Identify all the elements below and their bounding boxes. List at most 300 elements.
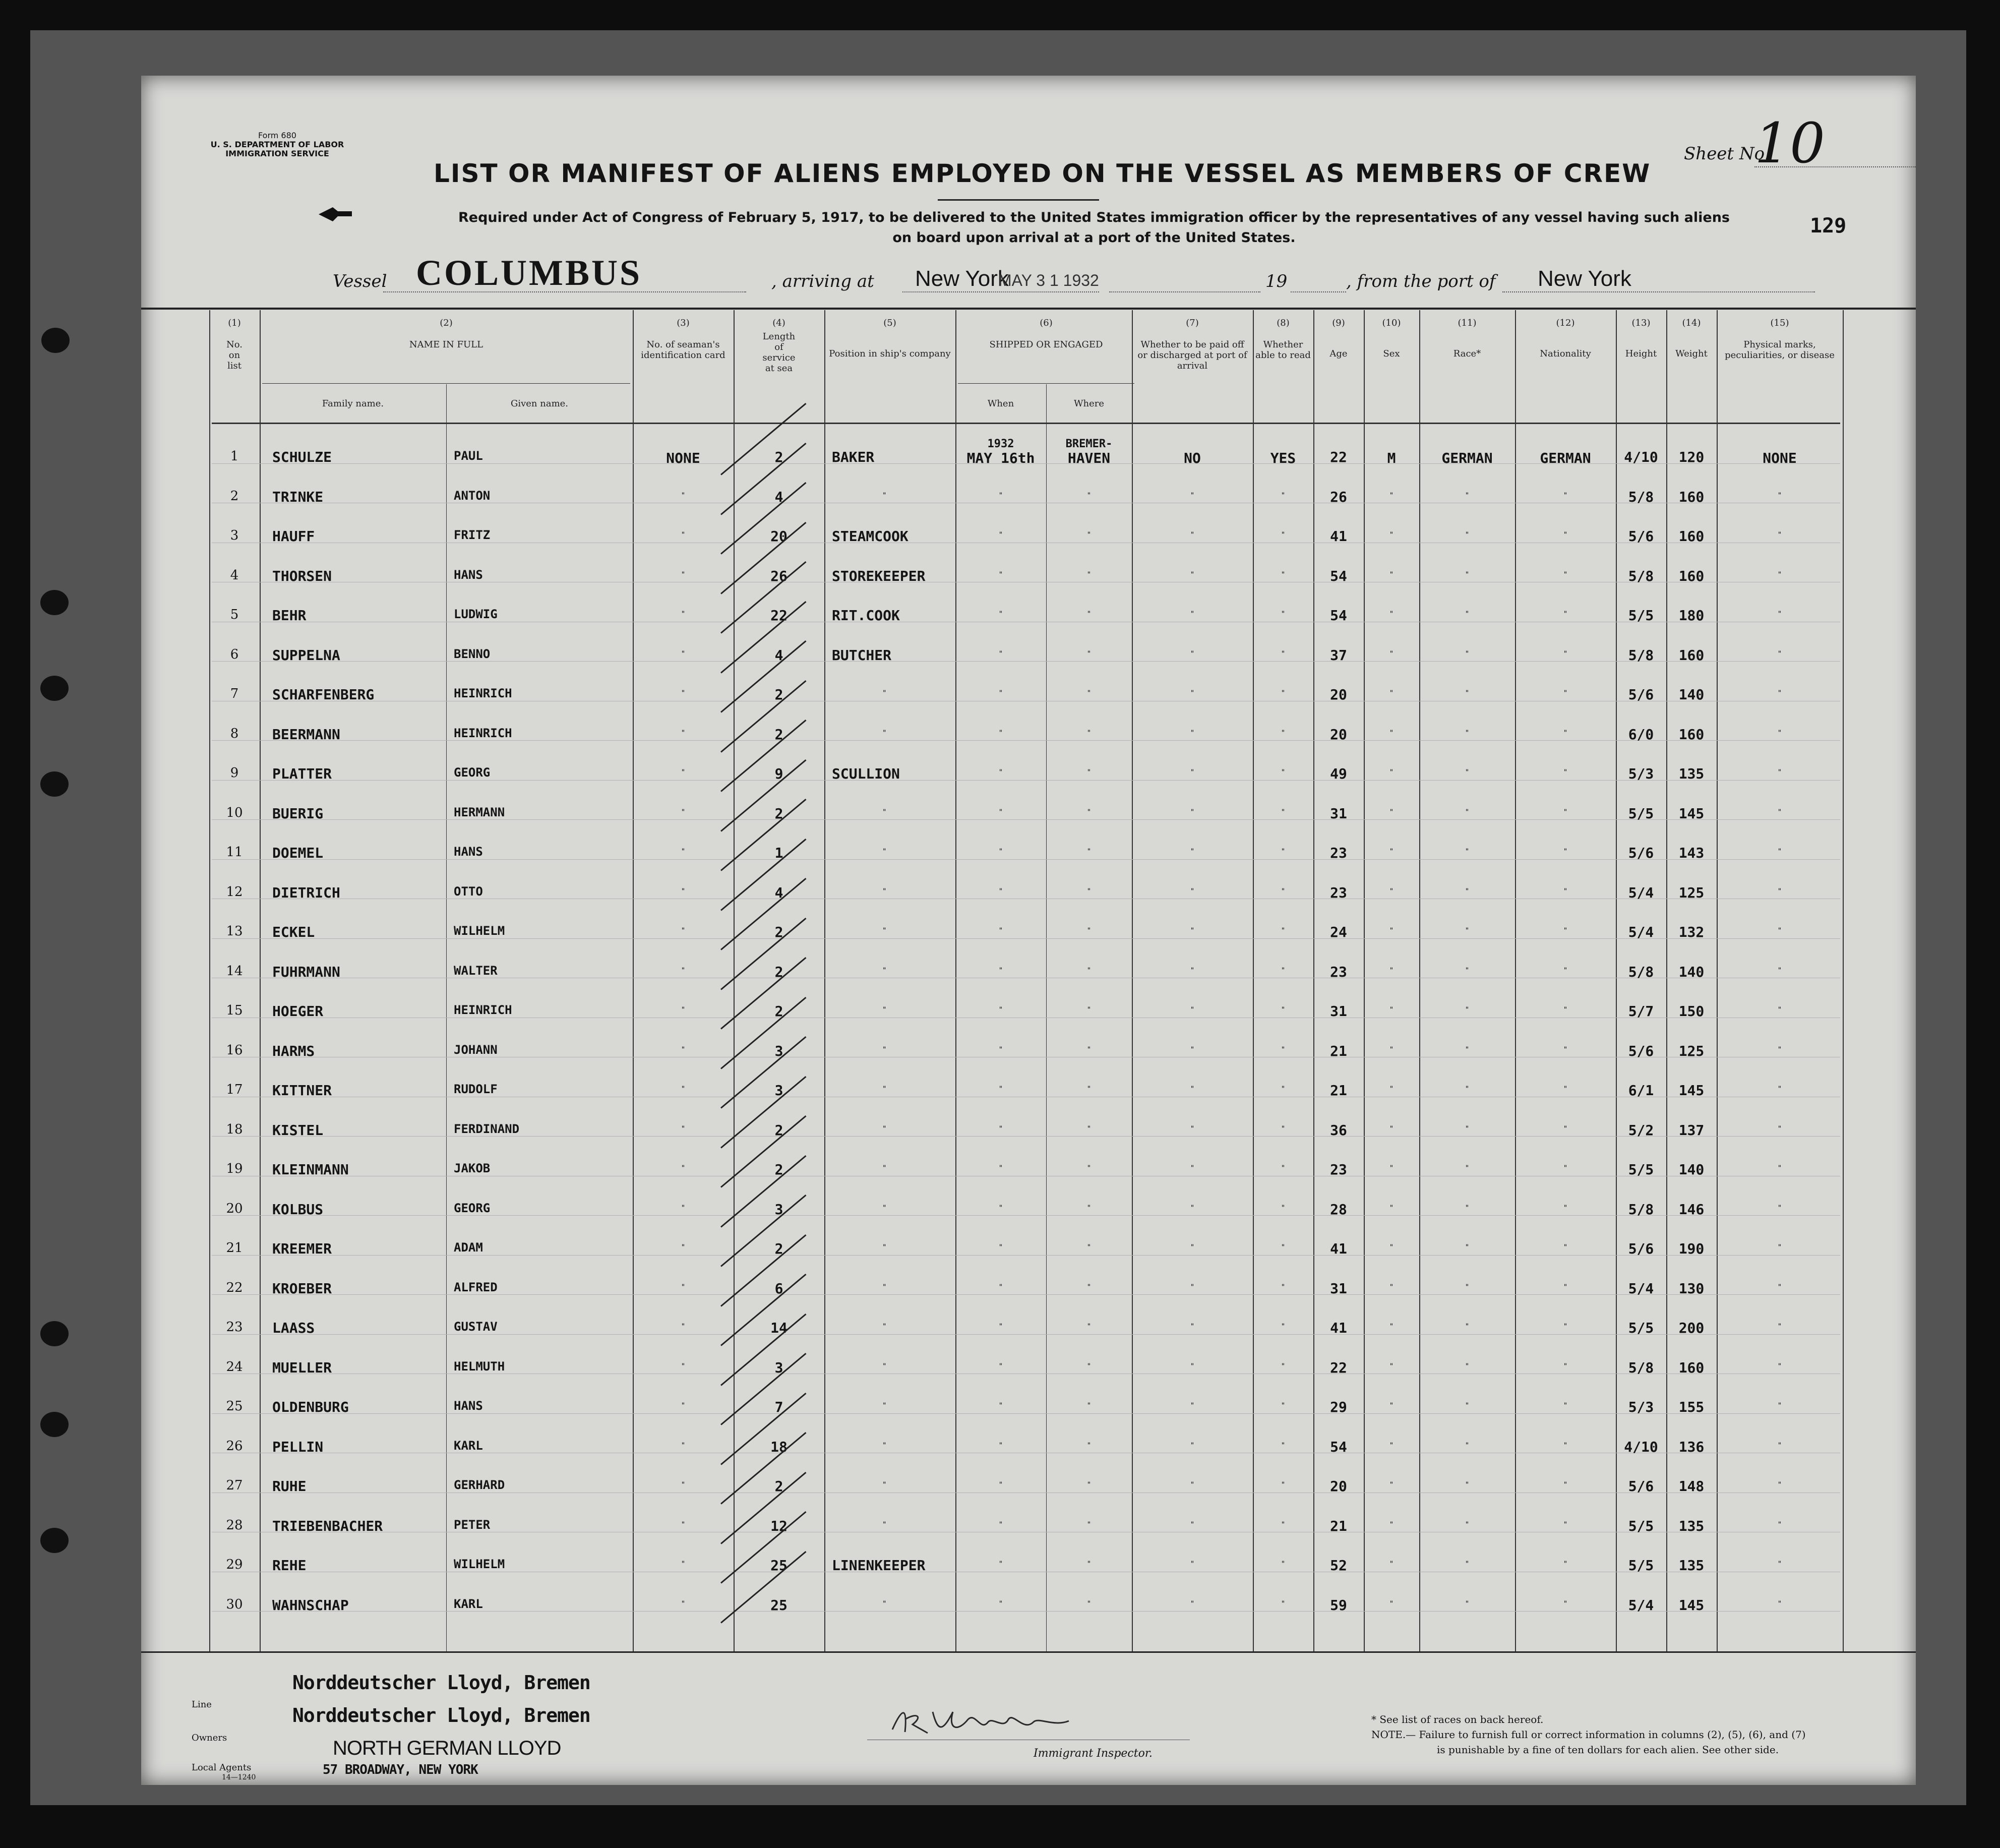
card-ditto: "	[681, 1164, 686, 1172]
where-ditto: "	[1086, 1599, 1092, 1608]
col-num: (12)	[1556, 318, 1575, 328]
nationality-ditto: "	[1563, 1085, 1568, 1093]
marks-ditto: "	[1777, 570, 1782, 579]
row-number: 29	[226, 1557, 243, 1572]
sheet-number-line	[1754, 166, 1916, 167]
ship-position: "	[882, 491, 887, 500]
card-ditto: "	[681, 570, 686, 579]
sex-ditto: "	[1389, 1402, 1394, 1410]
ship-position: "	[882, 848, 887, 856]
race-ditto: "	[1465, 1323, 1470, 1331]
col-label: Position in ship's company	[829, 348, 951, 359]
race-ditto: "	[1465, 808, 1470, 816]
sex-ditto: "	[1389, 649, 1394, 658]
marks-ditto: "	[1777, 808, 1782, 816]
where-ditto: "	[1086, 570, 1092, 579]
family-name: LAASS	[272, 1320, 315, 1336]
age: 23	[1330, 884, 1347, 901]
nationality-ditto: "	[1563, 768, 1568, 777]
given-name: ANTON	[454, 488, 491, 503]
row-number: 26	[226, 1438, 243, 1454]
row-number: 2	[230, 488, 239, 504]
sex-ditto: "	[1389, 887, 1394, 896]
read-ditto: "	[1281, 1362, 1286, 1370]
service-length: 2	[774, 1161, 783, 1178]
ship-position: "	[882, 1481, 887, 1489]
owners-label: Owners	[192, 1733, 227, 1743]
when-ditto: "	[998, 1402, 1003, 1410]
family-name: HAUFF	[272, 528, 315, 545]
col-hdr-8	[1255, 318, 1311, 361]
able-to-read: YES	[1270, 450, 1296, 466]
shipped-where: HAVEN	[1067, 450, 1111, 466]
age: 21	[1330, 1517, 1347, 1534]
owners-value: Norddeutscher Lloyd, Bremen	[292, 1704, 590, 1726]
paid-ditto: "	[1190, 610, 1195, 618]
race-ditto: "	[1465, 1204, 1470, 1212]
age: 52	[1330, 1557, 1347, 1574]
read-ditto: "	[1281, 1283, 1286, 1291]
family-name: OLDENBURG	[272, 1399, 349, 1415]
sex-ditto: "	[1389, 1006, 1394, 1014]
when-ditto: "	[998, 1124, 1003, 1133]
sex-ditto: "	[1389, 689, 1394, 697]
given-name: KARL	[454, 1596, 483, 1611]
col-hdr-6-where: Where	[1073, 398, 1104, 409]
ship-position: "	[882, 927, 887, 935]
card-ditto: "	[681, 1362, 686, 1370]
nationality-ditto: "	[1563, 1481, 1568, 1489]
sex-ditto: "	[1389, 1204, 1394, 1212]
col-num: (11)	[1458, 318, 1477, 328]
card-ditto: "	[681, 808, 686, 816]
service-length: 2	[774, 805, 783, 822]
punch-hole	[40, 590, 69, 615]
race-ditto: "	[1465, 1164, 1470, 1172]
row-rule	[212, 661, 1840, 662]
sheet-number: 10	[1754, 111, 1825, 175]
when-ditto: "	[998, 610, 1003, 618]
family-name: BEHR	[272, 607, 307, 624]
nationality-ditto: "	[1563, 1362, 1568, 1370]
service-length: 2	[774, 726, 783, 743]
paid-ditto: "	[1190, 1362, 1195, 1370]
col-label: NAME IN FULL	[409, 339, 483, 350]
service-length: 22	[770, 607, 787, 624]
card-ditto: "	[681, 1124, 686, 1133]
marks-ditto: "	[1777, 1283, 1782, 1291]
race-ditto: "	[1465, 768, 1470, 777]
col-divider	[633, 310, 634, 1651]
col-num: (9)	[1332, 318, 1345, 328]
marks-ditto: "	[1777, 1085, 1782, 1093]
arriving-line	[902, 291, 1099, 292]
marks-ditto: "	[1777, 689, 1782, 697]
weight: 137	[1678, 1121, 1705, 1139]
nationality-ditto: "	[1563, 1283, 1568, 1291]
ship-position: LINENKEEPER	[832, 1557, 926, 1574]
penalty-note-1: NOTE.— Failure to furnish full or correct information in columns (2), (5), (6), and (7)	[1371, 1728, 1806, 1741]
card-ditto: "	[681, 927, 686, 935]
where-ditto: "	[1086, 1402, 1092, 1410]
name-subrule	[262, 383, 630, 384]
col-label: Whether to be paid off or discharged at port of arrival	[1137, 339, 1247, 371]
race-ditto: "	[1465, 887, 1470, 896]
paid-ditto: "	[1190, 1045, 1195, 1054]
weight: 160	[1678, 726, 1705, 743]
where-ditto: "	[1086, 649, 1092, 658]
card-ditto: "	[681, 531, 686, 539]
where-ditto: "	[1086, 1085, 1092, 1093]
manifest-sheet	[141, 76, 1916, 1785]
height: 4/10	[1624, 1438, 1658, 1455]
read-ditto: "	[1281, 1006, 1286, 1014]
where-ditto: "	[1086, 491, 1092, 500]
where-ditto: "	[1086, 1164, 1092, 1172]
sex-ditto: "	[1389, 1085, 1394, 1093]
nationality-ditto: "	[1563, 887, 1568, 896]
service-length: 4	[774, 646, 783, 664]
service-length: 7	[774, 1399, 783, 1415]
sex-ditto: "	[1389, 1599, 1394, 1608]
nationality-ditto: "	[1563, 966, 1568, 975]
col-num: (3)	[677, 318, 690, 328]
row-number: 23	[226, 1320, 243, 1335]
family-name: KROEBER	[272, 1280, 332, 1297]
row-number: 28	[226, 1517, 243, 1533]
weight: 146	[1678, 1201, 1705, 1218]
marks-ditto: "	[1777, 1560, 1782, 1568]
card-ditto: "	[681, 689, 686, 697]
given-name: OTTO	[454, 884, 483, 899]
family-name: HARMS	[272, 1042, 315, 1059]
row-number: 4	[230, 567, 239, 583]
height: 5/4	[1628, 884, 1654, 901]
col-label: SHIPPED OR ENGAGED	[989, 339, 1103, 350]
where-ditto: "	[1086, 966, 1092, 975]
card-ditto: "	[681, 1085, 686, 1093]
where-ditto: "	[1086, 1481, 1092, 1489]
sex-ditto: "	[1389, 1560, 1394, 1568]
form-header	[197, 131, 358, 158]
race-ditto: "	[1465, 1402, 1470, 1410]
card-ditto: "	[681, 1599, 686, 1608]
given-name: HERMANN	[454, 805, 505, 819]
read-ditto: "	[1281, 570, 1286, 579]
ship-position: "	[882, 1006, 887, 1014]
race-ditto: "	[1465, 1599, 1470, 1608]
vessel-name: COLUMBUS	[416, 253, 642, 293]
family-name: DIETRICH	[272, 884, 340, 901]
service-length: 2	[774, 1240, 783, 1257]
read-ditto: "	[1281, 1560, 1286, 1568]
when-ditto: "	[998, 966, 1003, 975]
nationality-ditto: "	[1563, 927, 1568, 935]
col-divider	[1666, 310, 1667, 1651]
nationality-ditto: "	[1563, 610, 1568, 618]
row-number: 10	[226, 805, 243, 820]
where-ditto: "	[1086, 1045, 1092, 1054]
paid-ditto: "	[1190, 491, 1195, 500]
card-ditto: "	[681, 1323, 686, 1331]
col-divider	[1132, 310, 1133, 1651]
service-length: 20	[770, 528, 787, 545]
where-ditto: "	[1086, 610, 1092, 618]
weight: 140	[1678, 686, 1705, 703]
service-length: 3	[774, 1042, 783, 1059]
year-line	[1291, 291, 1346, 292]
row-rule	[212, 859, 1840, 860]
paid-ditto: "	[1190, 1441, 1195, 1450]
read-ditto: "	[1281, 1481, 1286, 1489]
row-number: 25	[226, 1399, 243, 1414]
read-ditto: "	[1281, 1243, 1286, 1251]
nationality-ditto: "	[1563, 729, 1568, 737]
marks-ditto: "	[1777, 610, 1782, 618]
where-ditto: "	[1086, 1243, 1092, 1251]
given-name: RUDOLF	[454, 1082, 498, 1096]
manifest-subtitle	[363, 208, 1825, 248]
height: 5/5	[1628, 1161, 1654, 1178]
col-hdr-14	[1669, 318, 1714, 359]
form-number: Form 680	[258, 131, 296, 140]
age: 41	[1330, 1320, 1347, 1336]
service-length: 25	[770, 1596, 787, 1614]
paid-ditto: "	[1190, 1124, 1195, 1133]
age: 36	[1330, 1121, 1347, 1139]
sex-ditto: "	[1389, 1441, 1394, 1450]
height: 5/4	[1628, 1280, 1654, 1297]
col-label: Weight	[1675, 348, 1708, 359]
marks-ditto: "	[1777, 1204, 1782, 1212]
race-ditto: "	[1465, 531, 1470, 539]
age: 22	[1330, 449, 1347, 465]
ship-position: "	[882, 1045, 887, 1054]
sex: M	[1387, 450, 1396, 466]
marks-ditto: "	[1777, 848, 1782, 856]
given-name: WALTER	[454, 963, 498, 978]
table-top-rule	[141, 308, 1916, 310]
from-label: , from the port of	[1346, 271, 1496, 291]
read-ditto: "	[1281, 689, 1286, 697]
race: GERMAN	[1441, 450, 1493, 466]
col-num: (2)	[440, 318, 453, 328]
paid-ditto: "	[1190, 1006, 1195, 1014]
races-note: * See list of races on back hereof.	[1371, 1713, 1544, 1725]
vessel-line	[383, 291, 746, 292]
paid-ditto: "	[1190, 927, 1195, 935]
family-name: SUPPELNA	[272, 646, 340, 664]
family-name: KLEINMANN	[272, 1161, 349, 1178]
height: 5/5	[1628, 805, 1654, 822]
family-name: KOLBUS	[272, 1201, 324, 1218]
height: 4/10	[1624, 449, 1658, 465]
when-ditto: "	[998, 1085, 1003, 1093]
given-name: HEINRICH	[454, 686, 512, 700]
read-ditto: "	[1281, 1164, 1286, 1172]
penalty-note-2: is punishable by a fine of ten dollars for each alien. See other side.	[1437, 1744, 1779, 1756]
ship-position: "	[882, 1283, 887, 1291]
marks-ditto: "	[1777, 1124, 1782, 1133]
marks-ditto: "	[1777, 1045, 1782, 1054]
col-divider	[1253, 310, 1254, 1651]
read-ditto: "	[1281, 1599, 1286, 1608]
nationality-ditto: "	[1563, 689, 1568, 697]
sex-ditto: "	[1389, 808, 1394, 816]
given-name: JAKOB	[454, 1161, 491, 1175]
row-number: 22	[226, 1280, 243, 1295]
where-ditto: "	[1086, 808, 1092, 816]
family-name: WAHNSCHAP	[272, 1596, 349, 1614]
where-ditto: "	[1086, 1560, 1092, 1568]
read-ditto: "	[1281, 1085, 1286, 1093]
family-name: MUELLER	[272, 1359, 332, 1376]
when-ditto: "	[998, 848, 1003, 856]
age: 29	[1330, 1399, 1347, 1415]
weight: 135	[1678, 1557, 1705, 1574]
race-ditto: "	[1465, 1085, 1470, 1093]
col-num: (8)	[1277, 318, 1290, 328]
punch-hole	[41, 328, 70, 353]
nationality-ditto: "	[1563, 1560, 1568, 1568]
height: 5/4	[1628, 1596, 1654, 1614]
age: 20	[1330, 1478, 1347, 1495]
physical-marks: NONE	[1763, 450, 1797, 466]
col-hdr-12	[1518, 318, 1613, 359]
age: 37	[1330, 646, 1347, 664]
race-ditto: "	[1465, 689, 1470, 697]
nationality-ditto: "	[1563, 570, 1568, 579]
paid-ditto: "	[1190, 1164, 1195, 1172]
when-ditto: "	[998, 1164, 1003, 1172]
race-ditto: "	[1465, 1124, 1470, 1133]
nationality-ditto: "	[1563, 1006, 1568, 1014]
family-name: REHE	[272, 1557, 307, 1574]
paid-ditto: "	[1190, 1560, 1195, 1568]
row-number: 12	[226, 884, 243, 900]
arriving-label: , arriving at	[771, 271, 874, 291]
ship-position: "	[882, 1599, 887, 1608]
sex-ditto: "	[1389, 570, 1394, 579]
nationality: GERMAN	[1540, 450, 1591, 466]
card-ditto: "	[681, 768, 686, 777]
given-name: HANS	[454, 1399, 483, 1413]
where-ditto: "	[1086, 768, 1092, 777]
given-name: GUSTAV	[454, 1320, 498, 1334]
given-name: PAUL	[454, 449, 483, 463]
col-hdr-4	[736, 318, 822, 374]
height: 5/5	[1628, 1557, 1654, 1574]
age: 28	[1330, 1201, 1347, 1218]
marks-ditto: "	[1777, 1362, 1782, 1370]
where-ditto: "	[1086, 1124, 1092, 1133]
arriving-port: New York	[915, 266, 1009, 291]
height: 5/6	[1628, 1478, 1654, 1495]
given-name: HANS	[454, 845, 483, 859]
service-length: 2	[774, 1003, 783, 1020]
when-ditto: "	[998, 1045, 1003, 1054]
given-name: GEORG	[454, 1201, 491, 1215]
sex-ditto: "	[1389, 1164, 1394, 1172]
when-ditto: "	[998, 1520, 1003, 1529]
sex-ditto: "	[1389, 1243, 1394, 1251]
inspector-signature	[887, 1702, 1190, 1742]
weight: 145	[1678, 1082, 1705, 1099]
department: U. S. DEPARTMENT OF LABOR	[210, 140, 344, 149]
weight: 190	[1678, 1240, 1705, 1257]
height: 5/3	[1628, 765, 1654, 782]
sex-ditto: "	[1389, 927, 1394, 935]
weight: 160	[1678, 1359, 1705, 1376]
col-num: (4)	[772, 318, 785, 328]
card-ditto: "	[681, 1243, 686, 1251]
col-divider	[209, 310, 210, 1651]
col-divider	[1616, 310, 1617, 1651]
shipped-year: 1932	[987, 438, 1014, 450]
col-label: Nationality	[1540, 348, 1591, 359]
subtitle-line-2: on board upon arrival at a port of the United States.	[892, 230, 1296, 246]
read-ditto: "	[1281, 649, 1286, 658]
paid-ditto: "	[1190, 1283, 1195, 1291]
height: 5/8	[1628, 646, 1654, 664]
ship-position: "	[882, 689, 887, 697]
read-ditto: "	[1281, 531, 1286, 539]
height: 5/6	[1628, 1240, 1654, 1257]
marks-ditto: "	[1777, 1441, 1782, 1450]
sex-ditto: "	[1389, 1283, 1394, 1291]
col-hdr-5	[827, 318, 953, 359]
card-ditto: "	[681, 491, 686, 500]
date-line	[1109, 291, 1260, 292]
nationality-ditto: "	[1563, 848, 1568, 856]
ship-position: "	[882, 1164, 887, 1172]
service-length: 2	[774, 963, 783, 980]
nationality-ditto: "	[1563, 1243, 1568, 1251]
col-hdr-13	[1618, 318, 1664, 359]
nationality-ditto: "	[1563, 1164, 1568, 1172]
race-ditto: "	[1465, 966, 1470, 975]
weight: 160	[1678, 488, 1705, 505]
height: 5/6	[1628, 528, 1654, 545]
punch-hole	[40, 1321, 69, 1346]
age: 22	[1330, 1359, 1347, 1376]
nationality-ditto: "	[1563, 531, 1568, 539]
sheet-label: Sheet No.	[1684, 144, 1770, 164]
when-ditto: "	[998, 1481, 1003, 1489]
given-name: HEINRICH	[454, 726, 512, 740]
hand-pointer-icon	[318, 204, 353, 224]
where-ditto: "	[1086, 1006, 1092, 1014]
race-ditto: "	[1465, 927, 1470, 935]
family-name: BUERIG	[272, 805, 324, 822]
card-ditto: "	[681, 1481, 686, 1489]
paid-ditto: "	[1190, 531, 1195, 539]
race-ditto: "	[1465, 491, 1470, 500]
card-ditto: "	[681, 1402, 686, 1410]
col-hdr-6	[958, 318, 1134, 350]
where-ditto: "	[1086, 729, 1092, 737]
ship-position: "	[882, 1204, 887, 1212]
ship-position: "	[882, 966, 887, 975]
age: 31	[1330, 1280, 1347, 1297]
ship-position: "	[882, 1243, 887, 1251]
marks-ditto: "	[1777, 649, 1782, 658]
row-rule	[212, 1334, 1840, 1335]
row-rule	[212, 463, 1840, 464]
when-ditto: "	[998, 1204, 1003, 1212]
where-ditto: "	[1086, 1520, 1092, 1529]
where-ditto: "	[1086, 1323, 1092, 1331]
